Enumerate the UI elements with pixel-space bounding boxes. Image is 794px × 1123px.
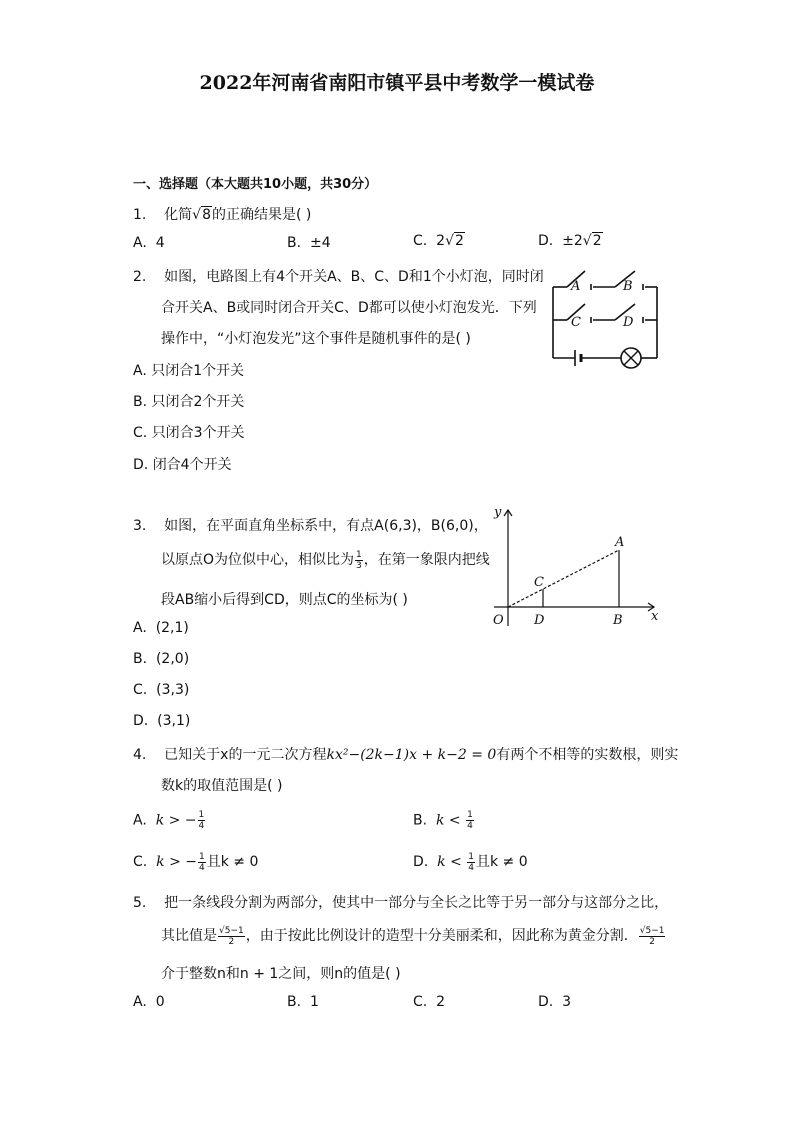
coordinate-figure (488, 502, 668, 630)
switch-b-label: B (623, 279, 633, 294)
point-d-label: D (534, 613, 545, 628)
option-b[interactable]: B. ±4 (287, 235, 331, 251)
point-b-label: B (613, 613, 623, 628)
question-3-line-1: 3. 如图，在平面直角坐标系中，有点A(6,3)，B(6,0)， (133, 518, 488, 534)
question-number: 3. (133, 518, 147, 534)
circuit-diagram (545, 258, 665, 378)
option-a[interactable]: A. 只闭合1个开关 (133, 363, 245, 379)
point-a-label: A (615, 535, 625, 550)
question-1 (133, 204, 311, 224)
question-number: 5. (133, 895, 147, 911)
question-2-line-3: 操作中，“小灯泡发光”这个事件是随机事件的是( ) (161, 331, 471, 347)
question-text: 的正确结果是( ) (212, 207, 312, 223)
question-number: 2. (133, 269, 147, 285)
axis-y-label: y (494, 505, 502, 520)
question-4-line-2: 数k的取值范围是( ) (161, 778, 283, 794)
option-c[interactable]: C. (3,3) (133, 682, 190, 698)
option-b[interactable]: B. 1 (287, 994, 319, 1010)
option-a[interactable]: A. (2,1) (133, 620, 189, 636)
question-3-line-3: 段AB缩小后得到CD，则点C的坐标为( ) (161, 592, 408, 608)
option-a[interactable]: A. 4 (133, 235, 165, 251)
switch-a-label: A (571, 279, 581, 294)
question-number: 4. (133, 747, 147, 763)
option-b[interactable]: B. k < $\frac{1}{4}$ (413, 810, 473, 831)
option-b[interactable]: B. 只闭合2个开关 (133, 394, 245, 410)
switch-d-label: D (623, 315, 634, 330)
page-title: 2022年河南省南阳市镇平县中考数学一模试卷 (199, 72, 595, 94)
axis-x-label: x (651, 609, 659, 624)
option-c[interactable]: C. k > − $\frac{1}{4}$ 且k ≠ 0 (133, 851, 259, 873)
option-c[interactable]: C. 2 (413, 994, 446, 1010)
switch-c-label: C (571, 315, 581, 330)
option-d[interactable]: D. ±2√2 (538, 233, 602, 249)
sqrt-expression: √8 (192, 207, 212, 223)
section-heading: 一、选择题（本大题共10小题，共30分） (133, 177, 378, 192)
bulb-icon (621, 348, 641, 368)
option-a[interactable]: A. 0 (133, 994, 165, 1010)
golden-ratio-fraction: $\frac{√5-1}{2}$ (639, 925, 665, 947)
question-5-line-1: 5. 把一条线段分割为两部分，使其中一部分与全长之比等于另一部分与这部分之比， (133, 895, 669, 911)
question-3-line-2: 以原点O为位似中心，相似比为 $\frac{1}{3}$ ，在第一象限内把线 (161, 549, 490, 571)
point-c-label: C (534, 575, 544, 590)
question-5-line-2: 其比值是 $\frac{√5-1}{2}$ ，由于按此比例设计的造型十分美丽柔和，因此称为黄金分割． $\frac{√5-1}{2}$ (161, 925, 665, 947)
option-b[interactable]: B. (2,0) (133, 651, 190, 667)
option-d[interactable]: D. 闭合4个开关 (133, 457, 232, 473)
option-a[interactable]: A. k > − $\frac{1}{4}$ (133, 810, 205, 831)
question-4-line-1: 4. 已知关于x的一元二次方程kx²−(2k−1)x + k−2 = 0有两个不相等的实数根，则实 (133, 747, 679, 763)
equation: kx²−(2k−1)x + k−2 = 0 (326, 747, 497, 763)
question-text: 化简 (164, 207, 193, 223)
option-d[interactable]: D. 3 (538, 994, 572, 1010)
radicand: 8 (202, 207, 212, 223)
option-c[interactable]: C. 2√2 (413, 233, 464, 249)
question-5-line-3: 介于整数n和n + 1之间，则n的值是( ) (161, 966, 401, 982)
question-number: 1. (133, 207, 147, 223)
origin-label: O (493, 613, 504, 628)
question-2-line-1: 2. 如图，电路图上有4个开关A、B、C、D和1个小灯泡，同时闭 (133, 269, 544, 285)
option-d[interactable]: D. k < $\frac{1}{4}$ 且k ≠ 0 (413, 851, 528, 873)
option-d[interactable]: D. (3,1) (133, 713, 191, 729)
option-c[interactable]: C. 只闭合3个开关 (133, 425, 245, 441)
golden-ratio-fraction: $\frac{√5-1}{2}$ (219, 925, 244, 947)
question-2-line-2: 合开关A、B或同时闭合开关C、D都可以使小灯泡发光．下列 (161, 300, 537, 316)
ratio-fraction: $\frac{1}{3}$ (356, 549, 362, 571)
